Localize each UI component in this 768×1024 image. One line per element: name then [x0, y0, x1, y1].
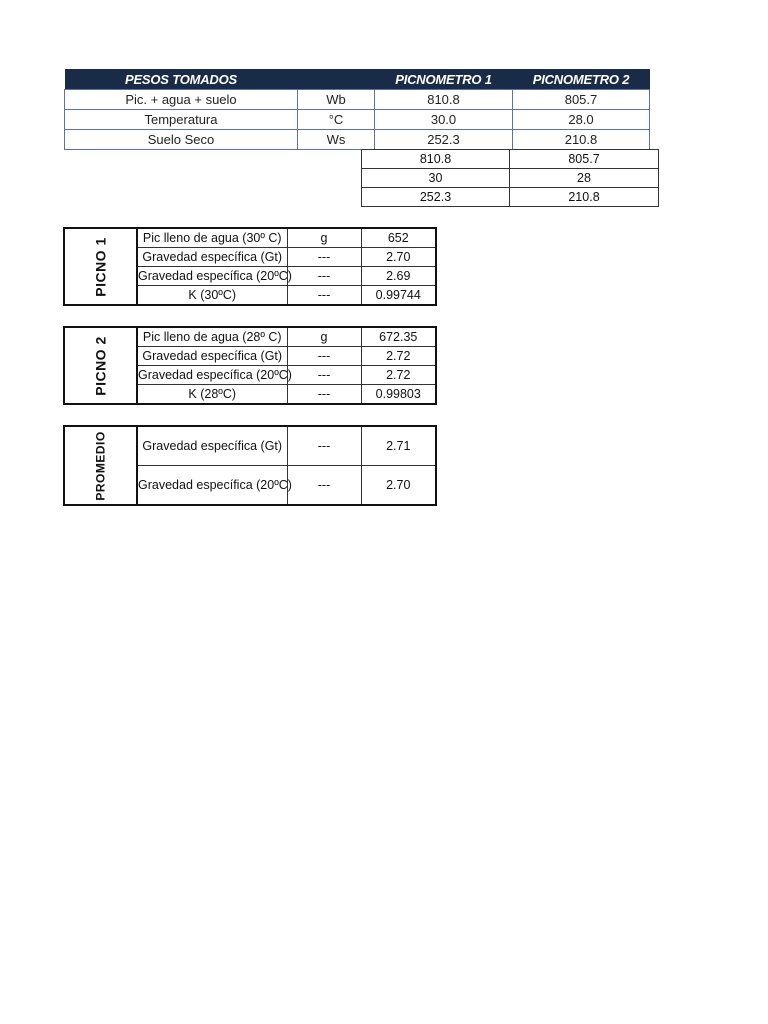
picno-1-title: PICNO 1	[92, 236, 109, 297]
row-label: Gravedad específica (Gt)	[137, 248, 287, 267]
row-value: 0.99803	[361, 385, 436, 405]
picno-1-title-cell	[64, 228, 137, 305]
row-value-p1: 252.3	[375, 130, 513, 150]
row-unit: Wb	[298, 90, 375, 110]
row-label: Pic. + agua + suelo	[65, 90, 298, 110]
row-value: 0.99744	[361, 286, 436, 306]
header-unit	[298, 69, 375, 90]
row-unit: ---	[287, 466, 361, 506]
picno-1-table	[63, 227, 437, 306]
row-unit: ---	[287, 286, 361, 306]
row-value-p2: 805.7	[513, 90, 650, 110]
row-unit: ---	[287, 347, 361, 366]
row-value: 2.71	[361, 426, 436, 466]
row-unit: g	[287, 327, 361, 347]
picno-2-table	[63, 326, 437, 405]
value-p2: 28	[510, 169, 659, 188]
table-row	[65, 90, 650, 110]
row-label: Gravedad específica (Gt)	[137, 426, 287, 466]
row-label: Pic lleno de agua (30º C)	[137, 228, 287, 248]
header-picnometro-1: PICNOMETRO 1	[375, 69, 513, 90]
table-row	[65, 110, 650, 130]
row-unit: ---	[287, 248, 361, 267]
row-label: Suelo Seco	[65, 130, 298, 150]
pesos-tomados-table	[64, 69, 650, 150]
row-value: 2.72	[361, 366, 436, 385]
row-label: Pic lleno de agua (28º C)	[137, 327, 287, 347]
value-p1: 810.8	[362, 150, 510, 169]
table-row	[362, 150, 659, 169]
picno-2-title-cell	[64, 327, 137, 404]
table-row	[362, 188, 659, 207]
row-unit: °C	[298, 110, 375, 130]
row-label: Temperatura	[65, 110, 298, 130]
value-p1: 30	[362, 169, 510, 188]
value-p1: 252.3	[362, 188, 510, 207]
value-p2: 210.8	[510, 188, 659, 207]
row-unit: ---	[287, 385, 361, 405]
row-label: Gravedad específica (20ºC)	[137, 466, 287, 506]
table-row	[362, 169, 659, 188]
row-value: 652	[361, 228, 436, 248]
table-row	[64, 327, 436, 347]
row-unit: ---	[287, 366, 361, 385]
row-value-p2: 28.0	[513, 110, 650, 130]
row-label: Gravedad específica (20ºC)	[137, 267, 287, 286]
row-label: Gravedad específica (Gt)	[137, 347, 287, 366]
value-p2: 805.7	[510, 150, 659, 169]
table-row	[64, 228, 436, 248]
row-label: Gravedad específica (20ºC)	[137, 366, 287, 385]
row-unit: g	[287, 228, 361, 248]
promedio-title-cell	[64, 426, 137, 505]
table-row	[64, 426, 436, 466]
row-label: K (28ºC)	[137, 385, 287, 405]
row-value: 2.70	[361, 248, 436, 267]
row-value-p2: 210.8	[513, 130, 650, 150]
promedio-title: PROMEDIO	[93, 430, 108, 501]
header-row	[65, 69, 650, 90]
row-value: 672.35	[361, 327, 436, 347]
header-picnometro-2: PICNOMETRO 2	[513, 69, 650, 90]
row-value-p1: 810.8	[375, 90, 513, 110]
table-row	[65, 130, 650, 150]
row-value: 2.72	[361, 347, 436, 366]
promedio-table	[63, 425, 437, 506]
row-value: 2.69	[361, 267, 436, 286]
header-pesos-tomados: PESOS TOMADOS	[65, 69, 298, 90]
picno-2-title: PICNO 2	[92, 335, 109, 396]
row-unit: ---	[287, 267, 361, 286]
row-unit: ---	[287, 426, 361, 466]
row-value-p1: 30.0	[375, 110, 513, 130]
values-table	[361, 149, 659, 207]
row-value: 2.70	[361, 466, 436, 506]
row-unit: Ws	[298, 130, 375, 150]
row-label: K (30ºC)	[137, 286, 287, 306]
